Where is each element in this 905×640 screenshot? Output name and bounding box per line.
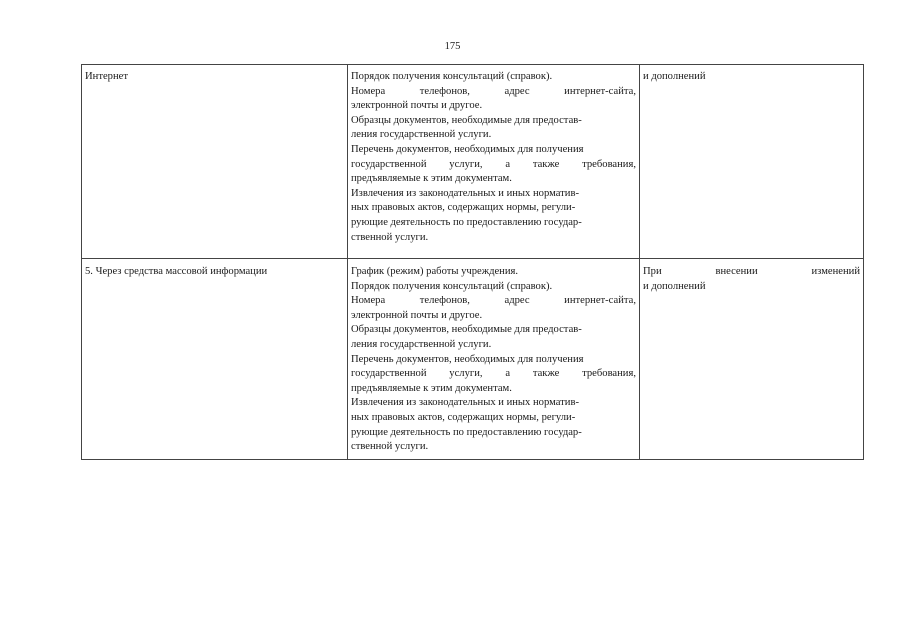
content-line: Перечень документов, необходимых для получения bbox=[351, 143, 584, 155]
info-methods-table bbox=[81, 64, 864, 460]
content-line: Порядок получения консультаций (справок). bbox=[351, 71, 553, 82]
content-line: рующие деятельность по предоставлению государ- bbox=[351, 216, 582, 228]
content-line: электронной почты и другое. bbox=[351, 309, 483, 321]
content-line: Извлечения из законодательных и иных норматив- bbox=[351, 187, 579, 199]
content-line: График (режим) работы учреждения. bbox=[351, 266, 519, 277]
content-line: предъявляемые к этим документам. bbox=[351, 382, 512, 394]
content-line: ных правовых актов, содержащих нормы, регули- bbox=[351, 411, 576, 423]
content-line: ления государственной услуги. bbox=[351, 129, 492, 141]
method-text: 5. Через средства массовой информации bbox=[85, 266, 268, 277]
content-line: электронной почты и другое. bbox=[351, 100, 483, 112]
content-line: Образцы документов, необходимые для предостав- bbox=[351, 114, 582, 126]
update-line: и дополнений bbox=[643, 71, 706, 82]
content-cell bbox=[348, 65, 640, 259]
content-line: Извлечения из законодательных и иных норматив- bbox=[351, 397, 579, 409]
content-line: ных правовых актов, содержащих нормы, регули- bbox=[351, 202, 576, 214]
update-line: При внесении изменений bbox=[643, 266, 860, 277]
update-cell bbox=[640, 259, 864, 460]
content-line: Образцы документов, необходимые для предостав- bbox=[351, 324, 582, 336]
table-row bbox=[82, 259, 864, 460]
content-line: Перечень документов, необходимых для получения bbox=[351, 353, 584, 365]
content-line: ственной услуги. bbox=[351, 441, 429, 453]
method-cell bbox=[82, 259, 348, 460]
content-line: Порядок получения консультаций (справок). bbox=[351, 280, 553, 292]
content-cell bbox=[348, 259, 640, 460]
content-line: ления государственной услуги. bbox=[351, 338, 492, 350]
table-row bbox=[82, 65, 864, 259]
method-text: Интернет bbox=[85, 71, 128, 82]
update-cell bbox=[640, 65, 864, 259]
content-line: государственной услуги, а также требования, bbox=[351, 368, 636, 380]
page-number: 175 bbox=[444, 41, 461, 52]
method-cell bbox=[82, 65, 348, 259]
content-line: рующие деятельность по предоставлению государ- bbox=[351, 426, 582, 438]
content-line: государственной услуги, а также требования, bbox=[351, 158, 636, 170]
content-line: ственной услуги. bbox=[351, 231, 429, 243]
content-line: предъявляемые к этим документам. bbox=[351, 173, 512, 185]
content-line: Номера телефонов, адрес интернет-сайта, bbox=[351, 85, 636, 97]
content-line: Номера телефонов, адрес интернет-сайта, bbox=[351, 295, 636, 307]
update-line: и дополнений bbox=[643, 280, 706, 292]
